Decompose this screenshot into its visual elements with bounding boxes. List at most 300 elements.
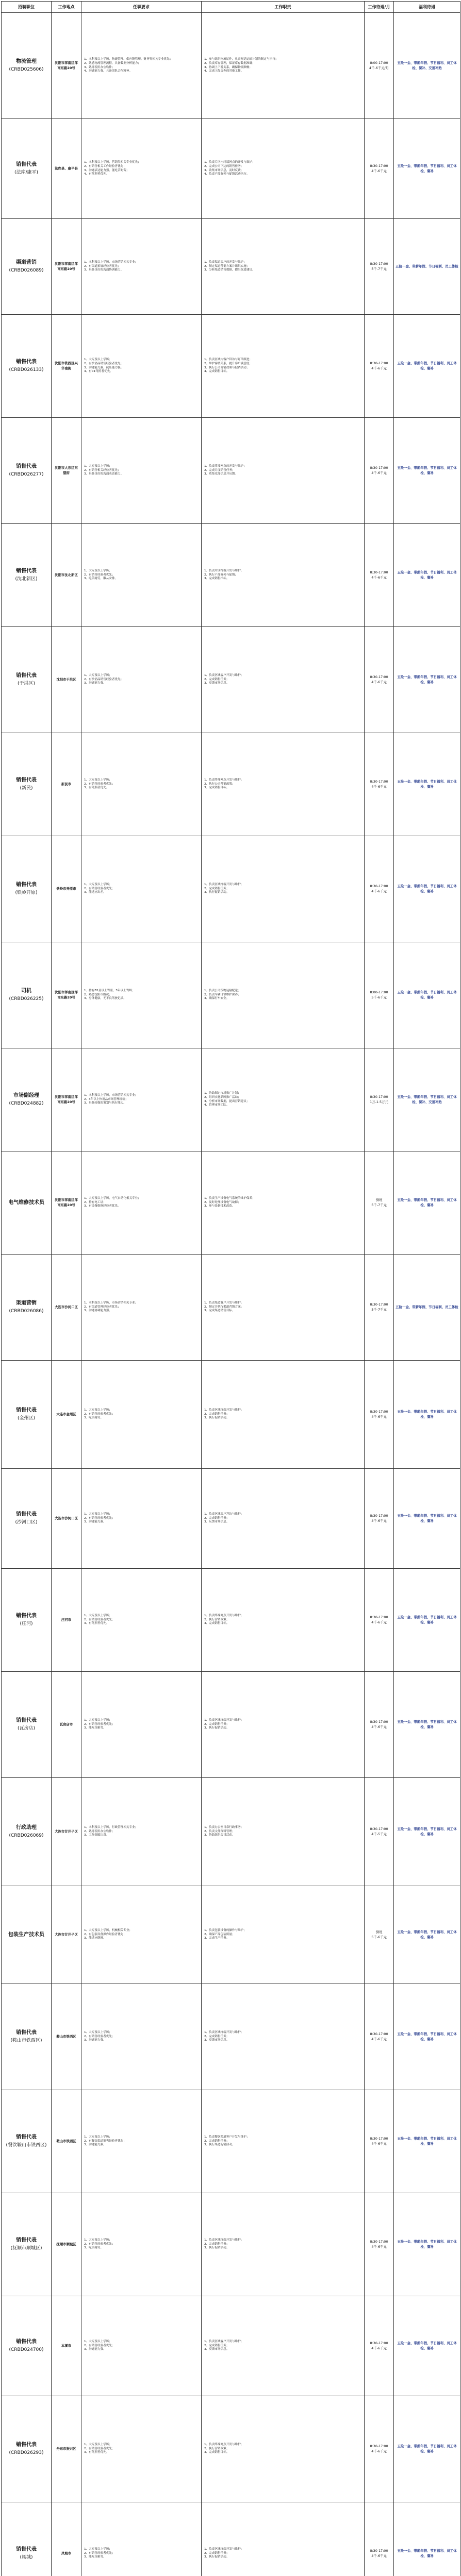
table-row bbox=[2, 1778, 460, 1886]
duty-line: 3、收集竞品信息并反馈。 bbox=[204, 472, 238, 476]
requirement-line: 1、持有B2及以上驾照，3年以上驾龄； bbox=[84, 989, 135, 992]
duty-line: 3、执行渠道促销活动。 bbox=[204, 2143, 235, 2147]
requirements-cell bbox=[81, 836, 202, 942]
table-row bbox=[2, 219, 460, 315]
table-row bbox=[2, 836, 460, 942]
job-code: (法库/康平) bbox=[14, 170, 39, 176]
time-salary-cell bbox=[365, 1048, 394, 1151]
job-code: (抚顺市顺城区) bbox=[10, 2246, 42, 2251]
work-hours: 8:30-17:00 bbox=[370, 262, 388, 266]
duty-line: 4、管理市场团队。 bbox=[204, 1104, 229, 1107]
job-code: (鞍山市铁西区) bbox=[10, 2038, 42, 2044]
duty-line: 4、完成销售目标。 bbox=[204, 370, 229, 374]
duties-cell bbox=[202, 13, 365, 119]
time-salary-cell bbox=[365, 1469, 394, 1569]
requirement-line: 3、吃苦耐劳。 bbox=[84, 2246, 104, 2250]
table-row bbox=[2, 418, 460, 524]
work-location: 沈阳市浑南区浑南东路20号 bbox=[52, 1151, 81, 1255]
job-title: 销售代表 bbox=[16, 2238, 37, 2244]
duty-line: 3、收集市场信息，及时反馈； bbox=[204, 168, 244, 172]
table-row bbox=[2, 13, 460, 119]
job-code: (CRBD026089) bbox=[9, 268, 44, 274]
duty-line: 2、制定渠道营销方案并组织实施； bbox=[204, 264, 250, 268]
duty-line: 1、参与组织物流运作，负责配送运输计划的制定与执行； bbox=[204, 57, 278, 61]
job-code: (餐饮鞍山市铁西区) bbox=[6, 2143, 47, 2148]
requirement-line: 1、大专及以上学历； bbox=[84, 1614, 112, 1617]
duty-line: 1、负责片区终端开发与维护； bbox=[204, 569, 244, 572]
requirement-line: 1、大专及以上学历，机械相关专业； bbox=[84, 1928, 133, 1932]
benefits: 五险一金、带薪年假、节日福利、员工体检、餐补 bbox=[394, 2396, 460, 2502]
job-code: (CRBD024700) bbox=[9, 2347, 44, 2353]
job-title: 渠道营销 bbox=[16, 1300, 37, 1307]
work-hours: 8:30-17:00 bbox=[370, 2444, 388, 2449]
requirements-cell bbox=[81, 524, 202, 627]
benefits: 五险一金、带薪年假、节日福利、员工体检、餐补 bbox=[394, 1361, 460, 1469]
time-salary-cell bbox=[365, 2090, 394, 2193]
header-time-salary: 工作待遇/月 bbox=[365, 2, 394, 13]
job-title-cell bbox=[2, 1151, 52, 1255]
salary: 4千-6千元 bbox=[371, 2346, 387, 2350]
requirement-line: 1、大专及以上学历； bbox=[84, 673, 112, 677]
work-hours: 8:30-17:00 bbox=[370, 2549, 388, 2553]
work-hours: 8:30-17:00 bbox=[370, 164, 388, 168]
work-hours: 倒班 bbox=[375, 1930, 383, 1935]
duty-line: 3、完成生产任务。 bbox=[204, 1937, 229, 1940]
requirement-line: 2、有渠道管理经验者优先； bbox=[84, 1305, 121, 1309]
duties-cell bbox=[202, 2090, 365, 2193]
table-row bbox=[2, 1048, 460, 1151]
duty-line: 2、完成公司下达的销售任务； bbox=[204, 164, 244, 168]
work-location: 大连市甘井子区 bbox=[52, 1778, 81, 1886]
benefits: 五险一金、带薪年假、节日福利、员工体检、餐补 bbox=[394, 524, 460, 627]
job-title-cell bbox=[2, 2502, 52, 2576]
job-title: 物流管理 bbox=[16, 59, 37, 65]
requirements-cell bbox=[81, 733, 202, 836]
duty-line: 2、维护客情关系，提升客户满意度； bbox=[204, 362, 253, 365]
job-title-cell bbox=[2, 1984, 52, 2090]
job-code: (CRBD025606) bbox=[9, 67, 44, 73]
requirement-line: 2、有快消品销售经验者优先； bbox=[84, 362, 124, 365]
job-title-cell bbox=[2, 1672, 52, 1778]
table-row bbox=[2, 2396, 460, 2502]
job-title: 销售代表 bbox=[16, 464, 37, 470]
duty-line: 3、确保行车安全。 bbox=[204, 997, 229, 1001]
benefits: 五险一金、带薪年假、节日福利、员工体检、餐补 bbox=[394, 1469, 460, 1569]
duty-line: 1、负责区域客户开发与维护； bbox=[204, 673, 244, 677]
duty-line: 3、分析市场数据，提出营销建议； bbox=[204, 1099, 250, 1103]
duty-line: 1、负责区域客户开发与维护； bbox=[204, 2340, 244, 2343]
table-header-row bbox=[2, 2, 460, 13]
requirements-cell bbox=[81, 2502, 202, 2576]
requirements-cell bbox=[81, 2090, 202, 2193]
job-title: 行政助理 bbox=[16, 1825, 37, 1831]
requirement-line: 3、吃苦耐劳。 bbox=[84, 1416, 104, 1420]
header-duties: 工作职责 bbox=[202, 2, 365, 13]
requirement-line: 2、有销售经验者优先； bbox=[84, 1516, 115, 1520]
requirement-line: 2、3年以上快消品市场管理经验； bbox=[84, 1097, 128, 1101]
work-location: 沈阳市浑南区浑南东路20号 bbox=[52, 1048, 81, 1151]
requirement-line: 2、有销售经验者优先； bbox=[84, 887, 115, 890]
time-salary-cell bbox=[365, 418, 394, 524]
work-hours: 8:30-17:00 bbox=[370, 1514, 388, 1518]
work-hours: 8:30-17:00 bbox=[370, 779, 388, 784]
duty-line: 2、负责车辆日常维护保养； bbox=[204, 993, 241, 996]
header-location: 工作地点 bbox=[52, 2, 81, 13]
table-row bbox=[2, 315, 460, 418]
requirement-line: 1、大专及以上学历； bbox=[84, 2135, 112, 2139]
benefits: 五险一金、带薪年假、节日福利、员工体检、餐补 bbox=[394, 1151, 460, 1255]
duty-line: 3、执行促销活动。 bbox=[204, 2555, 229, 2559]
work-location: 凤城市 bbox=[52, 2502, 81, 2576]
job-title-cell bbox=[2, 1048, 52, 1151]
table-row bbox=[2, 1672, 460, 1778]
salary: 5千-7千元 bbox=[371, 266, 387, 271]
duty-line: 2、完成销售任务； bbox=[204, 2139, 229, 2143]
job-title: 市场副经理 bbox=[13, 1093, 39, 1099]
benefits: 五险一金、带薪年假、节日福利、员工体检、餐补 bbox=[394, 1569, 460, 1672]
time-salary-cell bbox=[365, 524, 394, 627]
duty-line: 2、完成销售任务； bbox=[204, 2242, 229, 2246]
duty-line: 1、负责终端网点的开发与维护； bbox=[204, 464, 246, 468]
duty-line: 1、负责区域终端开发与维护； bbox=[204, 1718, 244, 1722]
requirements-cell bbox=[81, 627, 202, 733]
duty-line: 2、负责库存管理，保证库存数据准确； bbox=[204, 61, 255, 65]
duty-line: 2、确保产品包装质量； bbox=[204, 1933, 235, 1936]
duty-line: 3、完成销售指标。 bbox=[204, 577, 229, 581]
time-salary-cell bbox=[365, 13, 394, 119]
benefits: 五险一金、带薪年假、节日福利、员工体检、餐补 bbox=[394, 1672, 460, 1778]
requirement-line: 1、大专及以上学历； bbox=[84, 2547, 112, 2551]
benefits: 五险一金、带薪年假、节日福利、员工体检、餐补 bbox=[394, 1778, 460, 1886]
job-title: 销售代表 bbox=[16, 2339, 37, 2345]
duties-cell bbox=[202, 219, 365, 315]
requirement-line: 1、大专及以上学历； bbox=[84, 883, 112, 886]
work-hours: 8:30-17:00 bbox=[370, 466, 388, 470]
work-location: 沈阳市浑南区浑南东路20号 bbox=[52, 219, 81, 315]
salary: 4千-6千元 bbox=[371, 784, 387, 789]
requirement-line: 1、本科及以上学历，市场营销相关专业； bbox=[84, 1301, 138, 1304]
requirement-line: 1、大专及以上学历； bbox=[84, 1408, 112, 1412]
requirements-cell bbox=[81, 2296, 202, 2396]
duty-line: 3、执行促销活动。 bbox=[204, 891, 229, 894]
requirement-line: 1、大专及以上学历，电气自动化相关专业； bbox=[84, 1196, 141, 1200]
job-code: (新民) bbox=[20, 786, 33, 791]
requirements-cell bbox=[81, 1361, 202, 1469]
duty-line: 1、负责生产设备电气系统的维护保养； bbox=[204, 1196, 255, 1200]
requirement-line: 1、本科及以上学历，物流管理、供应链管理、财务等相关专业优先； bbox=[84, 57, 173, 61]
job-code: (CRBD026086) bbox=[9, 1309, 44, 1314]
duty-line: 2、完成销售任务； bbox=[204, 887, 229, 890]
work-hours: 倒班 bbox=[375, 1198, 383, 1202]
duties-cell bbox=[202, 627, 365, 733]
duties-cell bbox=[202, 524, 365, 627]
benefits: 五险一金、带薪年假、节日福利、员工体检、餐补、交通补贴 bbox=[394, 1048, 460, 1151]
duty-line: 1、负责区域客户拜访与维护； bbox=[204, 1512, 244, 1516]
requirements-cell bbox=[81, 418, 202, 524]
job-title: 渠道营销 bbox=[16, 260, 37, 266]
duty-line: 2、制定并执行渠道营销方案； bbox=[204, 1305, 244, 1309]
work-hours: 8:30-17:00 bbox=[370, 2032, 388, 2037]
requirement-line: 1、大专及以上学历； bbox=[84, 464, 112, 468]
benefits: 五险一金、带薪年假、节日福利、员工体检、餐补 bbox=[394, 2296, 460, 2396]
job-code: (金州区) bbox=[17, 1416, 36, 1421]
requirement-line: 2、有销售经验者优先； bbox=[84, 1618, 115, 1621]
job-title: 销售代表 bbox=[16, 1408, 37, 1414]
requirement-line: 1、大专及以上学历； bbox=[84, 778, 112, 782]
work-location: 抚顺市顺城区 bbox=[52, 2193, 81, 2296]
requirement-line: 2、熟悉物流管理流程，具备数据分析能力； bbox=[84, 61, 141, 65]
requirement-line: 1、本科及以上学历，市场营销相关专业； bbox=[84, 1093, 138, 1097]
requirements-cell bbox=[81, 2396, 202, 2502]
requirement-line: 3、具备较强的策划与执行能力。 bbox=[84, 1101, 126, 1105]
job-title-cell bbox=[2, 942, 52, 1048]
table-row bbox=[2, 2296, 460, 2396]
recruitment-table bbox=[1, 1, 460, 2576]
job-title: 电气维修技术员 bbox=[8, 1199, 44, 1206]
work-hours: 8:30-17:00 bbox=[370, 1720, 388, 1724]
job-code: (CRBD026225) bbox=[9, 996, 44, 1002]
duties-cell bbox=[202, 1984, 365, 2090]
requirement-line: 3、熟练使用办公软件； bbox=[84, 65, 115, 69]
work-hours: 8:30-17:00 bbox=[370, 2240, 388, 2244]
salary: 4千-6千元 bbox=[371, 575, 387, 580]
job-code: (CRBD026069) bbox=[9, 1833, 44, 1839]
requirements-cell bbox=[81, 13, 202, 119]
requirements-cell bbox=[81, 2193, 202, 2296]
duty-line: 1、负责包装设备的操作与维护； bbox=[204, 1928, 246, 1932]
duty-line: 2、执行产品陈列与促销； bbox=[204, 573, 238, 577]
duty-line: 2、执行营销政策； bbox=[204, 2447, 229, 2450]
duty-line: 3、完成渠道销售目标。 bbox=[204, 1309, 235, 1313]
duty-line: 1、负责终端网点开发与维护； bbox=[204, 778, 244, 782]
work-location: 鞍山市铁西区 bbox=[52, 2090, 81, 2193]
requirement-line: 1、大专及以上学历； bbox=[84, 569, 112, 572]
benefits: 五险一金、带薪年假、节日福利、员工体检、餐补 bbox=[394, 418, 460, 524]
time-salary-cell bbox=[365, 219, 394, 315]
job-title: 销售代表 bbox=[16, 777, 37, 784]
salary: 4千-6千元 bbox=[371, 1620, 387, 1624]
salary: 4千-6千元 bbox=[371, 1724, 387, 1729]
time-salary-cell bbox=[365, 733, 394, 836]
salary: 4千-6千元 bbox=[371, 2141, 387, 2146]
table-row bbox=[2, 2090, 460, 2193]
duty-line: 1、负责区域终端开发与维护； bbox=[204, 2238, 244, 2242]
time-salary-cell bbox=[365, 2193, 394, 2296]
salary: 4千-6千元 bbox=[371, 2037, 387, 2041]
salary: 1万-1.5万元 bbox=[370, 1099, 388, 1104]
job-title-cell bbox=[2, 836, 52, 942]
work-location: 沈阳市铁西区兴华南街 bbox=[52, 315, 81, 418]
duties-cell bbox=[202, 2193, 365, 2296]
job-code: (于洪区) bbox=[17, 681, 36, 687]
job-title: 销售代表 bbox=[16, 162, 37, 168]
duty-line: 1、负责餐饮渠道客户开发与维护； bbox=[204, 2135, 250, 2139]
job-code: (CRBD026277) bbox=[9, 472, 44, 478]
duty-line: 3、协调上下游关系，确保物流顺畅； bbox=[204, 65, 253, 69]
benefits: 五险一金、带薪年假、节日福利、员工体检 bbox=[394, 1255, 460, 1361]
job-code: (铁岭开原) bbox=[15, 890, 38, 896]
requirement-line: 2、有销售经验者优先； bbox=[84, 1412, 115, 1416]
job-title-cell bbox=[2, 119, 52, 219]
work-hours: 8:30-17:00 bbox=[370, 361, 388, 366]
requirement-line: 1、大专及以上学历； bbox=[84, 1718, 112, 1722]
time-salary-cell bbox=[365, 1569, 394, 1672]
requirement-line: 3、沟通协调能力强。 bbox=[84, 1309, 112, 1313]
duty-line: 2、完成销售任务； bbox=[204, 1516, 229, 1520]
requirement-line: 1、大专及以上学历； bbox=[84, 2443, 112, 2446]
requirement-line: 3、能适应出差。 bbox=[84, 891, 106, 894]
requirement-line: 4、沟通能力强，具备团队合作精神。 bbox=[84, 70, 133, 73]
benefits: 五险一金、带薪年假、节日福利、员工体检、餐补 bbox=[394, 942, 460, 1048]
work-location: 沈阳市浑南区浑南东路20号 bbox=[52, 942, 81, 1048]
table-row bbox=[2, 942, 460, 1048]
salary: 4千-6千元/月 bbox=[369, 65, 389, 70]
duty-line: 1、负责片区内终端网点的开发与维护； bbox=[204, 160, 255, 164]
job-title-cell bbox=[2, 219, 52, 315]
duties-cell bbox=[202, 1672, 365, 1778]
duty-line: 4、完成上级交办的其他工作。 bbox=[204, 70, 244, 73]
job-title: 销售代表 bbox=[16, 1613, 37, 1619]
duty-line: 2、组织实施品牌推广活动； bbox=[204, 1095, 241, 1099]
requirement-line: 3、有驾照者优先。 bbox=[84, 2451, 109, 2454]
work-location: 鞍山市铁西区 bbox=[52, 1984, 81, 2090]
requirement-line: 2、有销售经验者优先； bbox=[84, 2035, 115, 2038]
duty-line: 1、负责区域终端开发与维护； bbox=[204, 2030, 244, 2034]
requirement-line: 2、有销售经验者优先； bbox=[84, 1722, 115, 1726]
duty-line: 2、执行营销政策； bbox=[204, 1618, 229, 1621]
table-row bbox=[2, 2502, 460, 2576]
duty-line: 2、负责文件资料管理； bbox=[204, 1829, 235, 1833]
duty-line: 2、执行公司营销政策； bbox=[204, 782, 235, 786]
time-salary-cell bbox=[365, 1151, 394, 1255]
duties-cell bbox=[202, 942, 365, 1048]
work-location: 沈阳市沈北新区 bbox=[52, 524, 81, 627]
time-salary-cell bbox=[365, 1886, 394, 1984]
duties-cell bbox=[202, 119, 365, 219]
duty-line: 3、反馈市场信息。 bbox=[204, 2039, 229, 2042]
time-salary-cell bbox=[365, 1672, 394, 1778]
duty-line: 3、反馈市场信息。 bbox=[204, 2348, 229, 2351]
job-title-cell bbox=[2, 524, 52, 627]
job-code: (庄河) bbox=[20, 1621, 33, 1627]
table-row bbox=[2, 1255, 460, 1361]
work-location: 大连市金州区 bbox=[52, 1361, 81, 1469]
job-title-cell bbox=[2, 1255, 52, 1361]
duty-line: 1、协助制定市场推广计划； bbox=[204, 1091, 241, 1095]
duties-cell bbox=[202, 1048, 365, 1151]
duty-line: 1、负责终端网点开发与维护； bbox=[204, 2443, 244, 2446]
requirement-line: 3、沟通能力强。 bbox=[84, 682, 106, 685]
job-title: 销售代表 bbox=[16, 2030, 37, 2036]
duty-line: 1、负责渠道客户开发与维护； bbox=[204, 1301, 244, 1304]
work-location: 大连市沙河口区 bbox=[52, 1469, 81, 1569]
work-hours: 8:00-17:00 bbox=[370, 990, 388, 995]
requirement-line: 3、能吃苦耐劳。 bbox=[84, 1726, 106, 1730]
duty-line: 1、负责渠道客户的开发与维护； bbox=[204, 260, 246, 264]
benefits: 五险一金、带薪年假、节日福利、员工体检、餐补 bbox=[394, 1984, 460, 2090]
benefits: 五险一金、带薪年假、节日福利、员工体检、餐补 bbox=[394, 2090, 460, 2193]
work-hours: 8:00-17:00 bbox=[370, 61, 388, 65]
requirements-cell bbox=[81, 315, 202, 418]
salary: 4千-6千元 bbox=[371, 2553, 387, 2558]
job-title-cell bbox=[2, 2296, 52, 2396]
benefits: 五险一金、带薪年假、节日福利、员工体检、餐补 bbox=[394, 2502, 460, 2576]
requirement-line: 2、有快消品销售经验者优先； bbox=[84, 677, 124, 681]
requirement-line: 3、沟通能力强。 bbox=[84, 2143, 106, 2147]
job-title-cell bbox=[2, 1361, 52, 1469]
requirement-line: 3、身体健康，无不良驾驶记录。 bbox=[84, 997, 126, 1001]
time-salary-cell bbox=[365, 2296, 394, 2396]
requirement-line: 3、有驾照者优先。 bbox=[84, 1622, 109, 1625]
table-row bbox=[2, 524, 460, 627]
table-row bbox=[2, 1361, 460, 1469]
requirements-cell bbox=[81, 119, 202, 219]
requirement-line: 3、沟通能力强。 bbox=[84, 2039, 106, 2042]
work-location: 丹东市振兴区 bbox=[52, 2396, 81, 2502]
duty-line: 3、反馈市场信息。 bbox=[204, 1520, 229, 1524]
requirement-line: 1、本科及以上学历，市场营销相关专业； bbox=[84, 260, 138, 264]
duty-line: 1、负责区域终端开发与维护； bbox=[204, 2547, 244, 2551]
salary: 4千-6千元 bbox=[371, 366, 387, 370]
work-location: 新民市 bbox=[52, 733, 81, 836]
work-hours: 8:30-17:00 bbox=[370, 2137, 388, 2141]
table-row bbox=[2, 1984, 460, 2090]
time-salary-cell bbox=[365, 1361, 394, 1469]
duties-cell bbox=[202, 836, 365, 942]
table-row bbox=[2, 1469, 460, 1569]
duty-line: 2、完成销售任务； bbox=[204, 1412, 229, 1416]
benefits: 五险一金、带薪年假、节日福利、员工体检、餐补 bbox=[394, 2193, 460, 2296]
requirements-cell bbox=[81, 1048, 202, 1151]
duty-line: 4、负责产品陈列与促销活动执行。 bbox=[204, 173, 250, 176]
benefits: 五险一金、带薪年假、节日福利、员工体检、餐补 bbox=[394, 1886, 460, 1984]
duties-cell bbox=[202, 1151, 365, 1255]
salary: 4千-6千元 bbox=[371, 470, 387, 475]
requirement-line: 1、大专及以上学历； bbox=[84, 2030, 112, 2034]
requirement-line: 2、有渠道拓展经验者优先； bbox=[84, 264, 121, 268]
work-hours: 8:30-17:00 bbox=[370, 1615, 388, 1620]
requirement-line: 2、有餐饮渠道销售经验者优先； bbox=[84, 2139, 126, 2143]
benefits: 五险一金、带薪年假、节日福利、员工体检、餐补 bbox=[394, 836, 460, 942]
requirement-line: 1、大专及以上学历； bbox=[84, 2340, 112, 2343]
benefits: 五险一金、带薪年假、节日福利、员工体检 bbox=[394, 219, 460, 315]
salary: 4千-6千元 bbox=[371, 1518, 387, 1523]
job-title-cell bbox=[2, 1778, 52, 1886]
duty-line: 1、负责办公室日常行政事务； bbox=[204, 1825, 244, 1829]
requirements-cell bbox=[81, 219, 202, 315]
duties-cell bbox=[202, 1886, 365, 1984]
salary: 4千-6千元 bbox=[371, 889, 387, 893]
table-row bbox=[2, 733, 460, 836]
job-code: (沈北新区) bbox=[15, 577, 38, 582]
salary: 4千-5千元 bbox=[371, 1832, 387, 1836]
duty-line: 3、执行促销活动。 bbox=[204, 1726, 229, 1730]
salary: 4千-6千元 bbox=[371, 680, 387, 684]
duty-line: 3、完成销售目标。 bbox=[204, 1622, 229, 1625]
duties-cell bbox=[202, 2502, 365, 2576]
duty-line: 3、参与设备技术改造。 bbox=[204, 1205, 235, 1208]
job-title: 销售代表 bbox=[16, 1718, 37, 1724]
job-code: (凤城) bbox=[20, 2555, 33, 2561]
requirement-line: 2、有销售经验者优先； bbox=[84, 2344, 115, 2347]
job-title: 销售代表 bbox=[16, 2547, 37, 2553]
salary: 4千-6千元 bbox=[371, 2449, 387, 2453]
work-hours: 8:30-17:00 bbox=[370, 570, 388, 575]
duty-line: 2、完成月度销售任务； bbox=[204, 468, 235, 472]
work-location: 沈阳市大东区东望街 bbox=[52, 418, 81, 524]
duty-line: 2、完成销售任务； bbox=[204, 677, 229, 681]
duty-line: 3、协助组织公司活动。 bbox=[204, 1834, 235, 1837]
